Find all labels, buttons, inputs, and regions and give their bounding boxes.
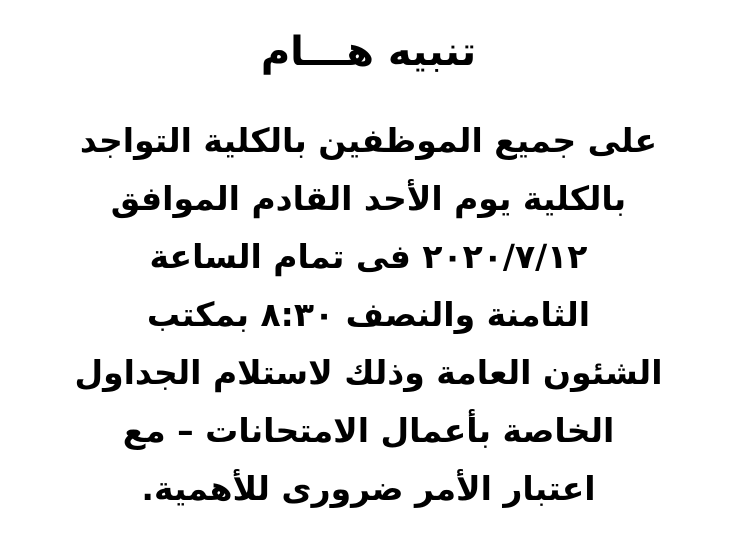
notice-line: الخاصة بأعمال الامتحانات – مع xyxy=(122,411,615,450)
notice-line: بالكلية يوم الأحد القادم الموافق xyxy=(110,179,627,218)
notice-line: الثامنة والنصف ٨:٣٠ بمكتب xyxy=(146,295,591,334)
notice-line: الشئون العامة وذلك لاستلام الجداول xyxy=(74,353,663,392)
notice-body xyxy=(40,112,697,518)
notice-line: اعتبار الأمر ضرورى للأهمية. xyxy=(141,469,596,508)
notice-line: ٢٠٢٠/٧/١٢ فى تمام الساعة xyxy=(149,237,588,276)
notice-title: تنبيه هـــام xyxy=(260,29,477,75)
notice-line: على جميع الموظفين بالكلية التواجد xyxy=(79,121,658,160)
